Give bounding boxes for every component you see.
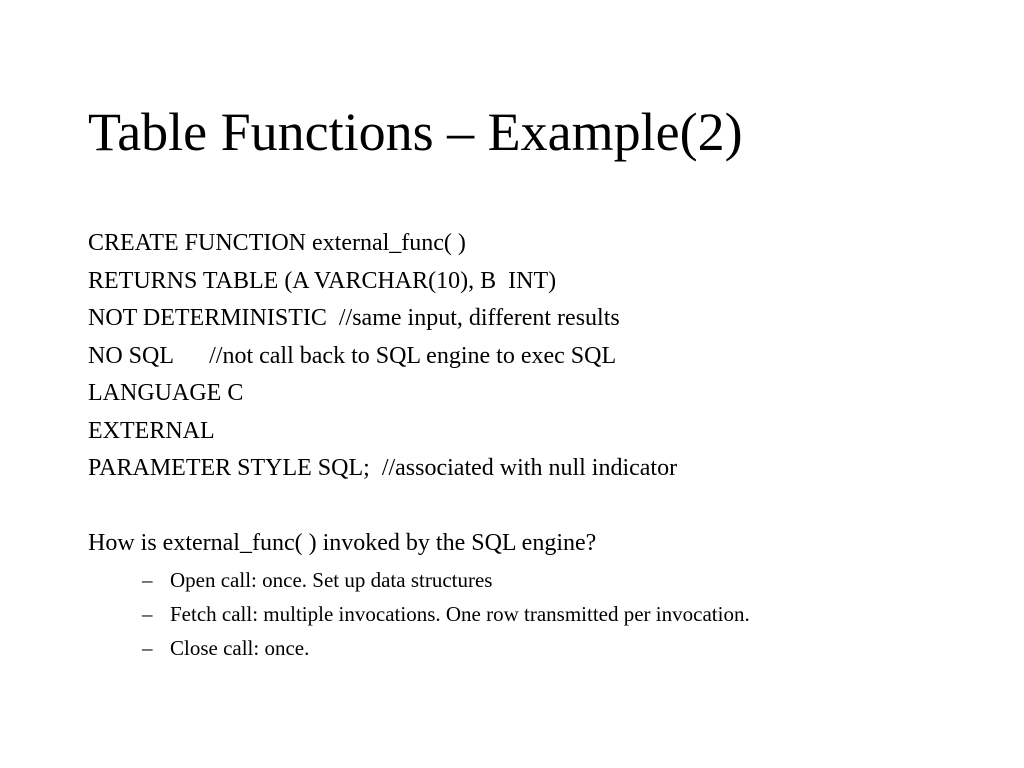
bullet-text: Open call: once. Set up data structures xyxy=(170,567,493,592)
code-line-not-deterministic: NOT DETERMINISTIC //same input, different results xyxy=(88,305,620,331)
code-line-language: LANGUAGE C xyxy=(88,380,244,406)
bullet-text: Fetch call: multiple invocations. One row transmitted per invocation. xyxy=(170,601,750,626)
code-line-create-function: CREATE FUNCTION external_func( ) xyxy=(88,230,466,256)
bullet-item-close-call xyxy=(88,631,988,665)
code-line-no-sql: NO SQL //not call back to SQL engine to exec SQL xyxy=(88,342,617,369)
bullet-item-fetch-call xyxy=(88,597,988,631)
code-line-parameter-style: PARAMETER STYLE SQL; //associated with null indicator xyxy=(88,455,678,481)
spacer xyxy=(88,488,988,526)
slide-body xyxy=(88,225,988,665)
bullet-dash: – xyxy=(142,601,153,626)
code-line-external: EXTERNAL xyxy=(88,417,215,444)
question-line: How is external_func( ) invoked by the SQL engine? xyxy=(88,530,597,556)
bullet-text: Close call: once. xyxy=(170,635,310,660)
bullet-dash: – xyxy=(142,635,153,660)
code-line-returns-table: RETURNS TABLE (A VARCHAR(10), B INT) xyxy=(88,267,557,294)
bullet-item-open-call xyxy=(88,563,988,597)
slide-title: Table Functions – Example(2) xyxy=(88,102,743,162)
bullet-list xyxy=(88,563,988,665)
bullet-dash: – xyxy=(142,567,153,592)
